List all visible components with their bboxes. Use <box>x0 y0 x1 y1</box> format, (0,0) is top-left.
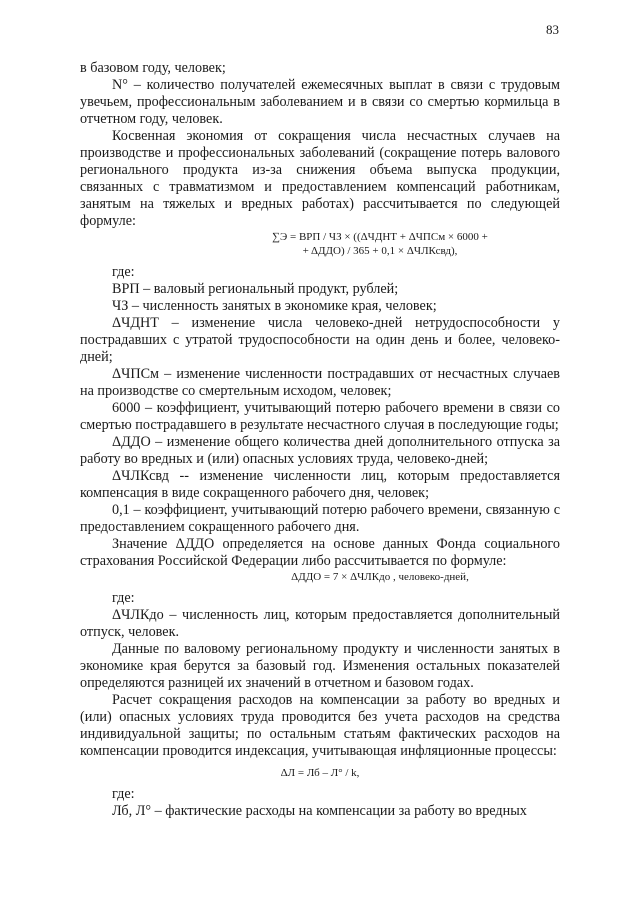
paragraph: Данные по валовому региональному продукту и численности занятых в экономике края берутся за базовый год. Изменения остальных показателей определяются разницей их значений в отчетном и базовом годах. <box>80 641 560 691</box>
definition: 0,1 – коэффициент, учитывающий потерю рабочего времени, связанную с предоставлением сокращенного рабочего дня. <box>80 502 560 535</box>
definition: ВРП – валовый региональный продукт, рублей; <box>112 281 399 297</box>
paragraph: Значение ΔДДО определяется на основе данных Фонда социального страхования Российской Федерации либо рассчитывается по формуле: <box>80 536 560 569</box>
where-label: где: <box>112 786 135 802</box>
document-body <box>80 60 560 820</box>
definition: 6000 – коэффициент, учитывающий потерю рабочего времени в связи со смертью пострадавшего в результате несчастного случая в последующие годы; <box>80 400 560 433</box>
where-label: где: <box>112 590 135 606</box>
definition: ΔЧЛКсвд -- изменение численности лиц, которым предоставляется компенсация в виде сокращенного рабочего дня, человек; <box>80 468 560 501</box>
paragraph: N° – количество получателей ежемесячных выплат в связи с трудовым увечьем, профессиональным заболеванием и в связи со смертью кормильца в отчетном году, человек. <box>80 77 560 127</box>
definition: ΔЧЛКдо – численность лиц, которым предоставляется дополнительный отпуск, человек. <box>80 607 560 640</box>
formula-line: ΔДДО = 7 × ΔЧЛКдо , человеко-дней, <box>291 571 469 583</box>
formula-line: + ΔДДО) / 365 + 0,1 × ΔЧЛКсвд), <box>302 245 458 257</box>
definition: ЧЗ – численность занятых в экономике края, человек; <box>112 298 437 314</box>
paragraph: Косвенная экономия от сокращения числа несчастных случаев на производстве и профессиональных заболеваний (сокращение потерь валового регионального продукта из-за снижения объема выпуска продукции, связанных с травматизмом и предоставлением компенсаций работникам, занятым на тяжелых и вредных работах) рассчитывается по следующей формуле: <box>80 128 560 229</box>
definition: Лб, Л° – фактические расходы на компенсации за работу во вредных <box>112 803 527 819</box>
paragraph: в базовом году, человек; <box>80 60 226 76</box>
definition: ΔЧДНТ – изменение числа человеко-дней нетрудоспособности у пострадавших с утратой трудоспособности на один день и более, человеко-дней; <box>80 315 560 365</box>
where-label: где: <box>112 264 135 280</box>
paragraph: Расчет сокращения расходов на компенсации за работу во вредных и (или) опасных условиях труда проводится без учета расходов на средства индивидуальной защиты; по остальным статьям фактических расходов на компенсации проводится индексация, учитывающая инфляционные процессы: <box>80 692 560 759</box>
page-number: 83 <box>546 22 559 37</box>
formula-line: ΔЛ = Лб – Л° / k, <box>280 767 360 779</box>
definition: ΔЧПСм – изменение численности пострадавших от несчастных случаев на производстве со смертельным исходом, человек; <box>80 366 560 399</box>
formula-line: ∑Э = ВРП / ЧЗ × ((ΔЧДНТ + ΔЧПСм × 6000 + <box>272 231 488 243</box>
definition: ΔДДО – изменение общего количества дней дополнительного отпуска за работу во вредных и (или) опасных условиях труда, человеко-дней; <box>80 434 560 467</box>
